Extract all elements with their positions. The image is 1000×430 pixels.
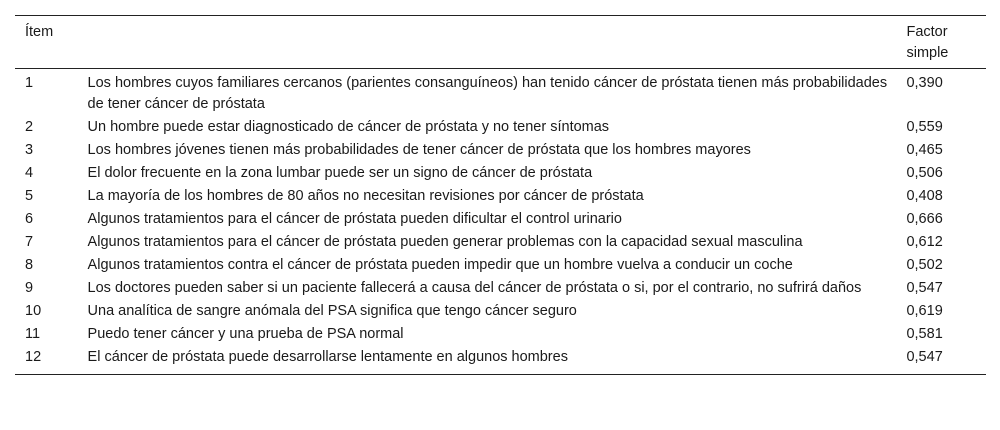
row-factor: 0,465 <box>906 142 943 158</box>
row-text: La mayoría de los hombres de 80 años no necesitan revisiones por cáncer de próstata <box>87 188 644 204</box>
table-row <box>15 139 986 162</box>
row-factor: 0,547 <box>906 349 943 365</box>
table-row <box>15 231 986 254</box>
row-factor: 0,619 <box>906 303 943 319</box>
factor-table <box>15 15 986 375</box>
row-number: 6 <box>25 211 34 227</box>
row-text: El cáncer de próstata puede desarrollarse lentamente en algunos hombres <box>87 349 568 365</box>
header-factor <box>906 16 986 69</box>
row-text: Algunos tratamientos para el cáncer de próstata pueden generar problemas con la capacidad sexual masculina <box>87 234 803 250</box>
table-row <box>15 208 986 231</box>
row-factor: 0,666 <box>906 211 943 227</box>
row-text: Los hombres jóvenes tienen más probabilidades de tener cáncer de próstata que los hombres mayores <box>87 142 751 158</box>
table-row <box>15 69 986 117</box>
row-number: 2 <box>25 119 34 135</box>
row-number: 4 <box>25 165 34 181</box>
table-header <box>15 16 986 69</box>
table-row <box>15 300 986 323</box>
table-row <box>15 277 986 300</box>
row-text: El dolor frecuente en la zona lumbar puede ser un signo de cáncer de próstata <box>87 165 593 181</box>
row-text: Los doctores pueden saber si un paciente fallecerá a causa del cáncer de próstata o si, por el contrario, no sufrirá daños <box>87 280 862 296</box>
row-number: 3 <box>25 142 34 158</box>
table-row <box>15 323 986 346</box>
row-factor: 0,506 <box>906 165 943 181</box>
table-row <box>15 346 986 375</box>
header-item: Ítem <box>25 24 54 40</box>
table-body <box>15 69 986 375</box>
header-factor-line2: simple <box>906 45 949 61</box>
row-text: Puedo tener cáncer y una prueba de PSA normal <box>87 326 404 342</box>
row-factor: 0,502 <box>906 257 943 273</box>
table-row <box>15 185 986 208</box>
row-number: 7 <box>25 234 34 250</box>
row-factor: 0,408 <box>906 188 943 204</box>
row-text: Un hombre puede estar diagnosticado de cáncer de próstata y no tener síntomas <box>87 119 610 135</box>
row-number: 9 <box>25 280 34 296</box>
row-text: Algunos tratamientos contra el cáncer de próstata pueden impedir que un hombre vuelva a conducir un coche <box>87 257 793 273</box>
header-text <box>88 16 907 69</box>
row-number: 5 <box>25 188 34 204</box>
row-factor: 0,547 <box>906 280 943 296</box>
row-text: Los hombres cuyos familiares cercanos (parientes consanguíneos) han tenido cáncer de próstata tienen más probabilidades de tener cáncer de próstata <box>87 75 888 112</box>
header-row <box>15 16 986 69</box>
row-number: 1 <box>25 75 34 91</box>
table-row <box>15 254 986 277</box>
table-row <box>15 162 986 185</box>
row-text: Una analítica de sangre anómala del PSA significa que tengo cáncer seguro <box>87 303 577 319</box>
row-number: 10 <box>25 303 42 319</box>
row-number: 8 <box>25 257 34 273</box>
row-factor: 0,390 <box>906 75 943 91</box>
row-number: 11 <box>25 326 41 342</box>
row-text: Algunos tratamientos para el cáncer de próstata pueden dificultar el control urinario <box>87 211 622 227</box>
row-factor: 0,559 <box>906 119 943 135</box>
header-factor-line1: Factor <box>906 24 948 40</box>
row-factor: 0,612 <box>906 234 943 250</box>
row-number: 12 <box>25 349 42 365</box>
row-factor: 0,581 <box>906 326 943 342</box>
table-row <box>15 116 986 139</box>
